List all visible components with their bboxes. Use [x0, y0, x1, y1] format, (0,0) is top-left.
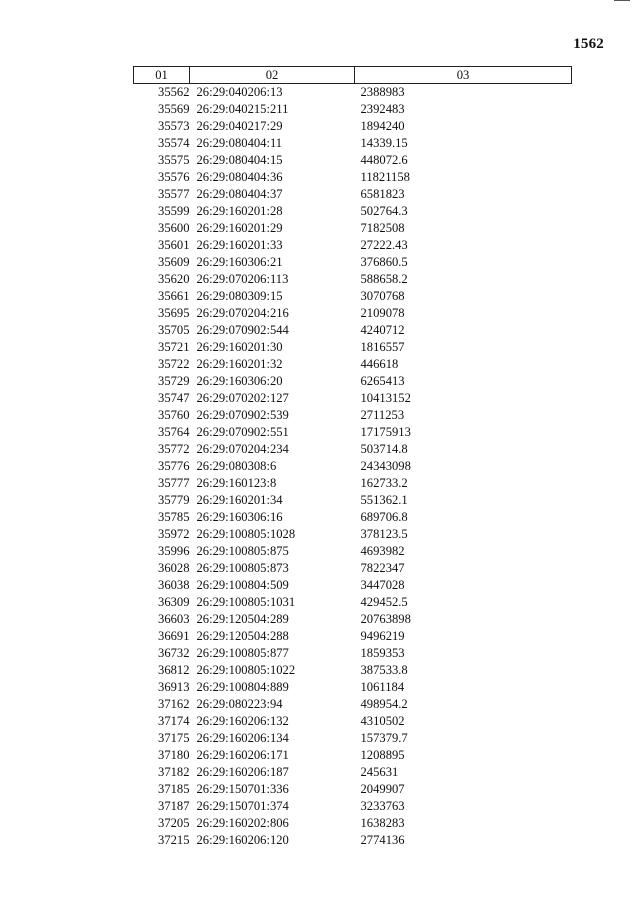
cell-cadastral-code: 26:29:100805:875 [196, 544, 289, 558]
table-row [134, 713, 572, 730]
cell-cadastral-code: 26:29:160201:28 [196, 204, 283, 218]
cell-number: 35577 [158, 187, 190, 201]
table-row [134, 645, 572, 662]
cell-number: 37174 [158, 714, 190, 728]
cell-cadastral-code: 26:29:160306:16 [196, 510, 283, 524]
cell-cadastral-code: 26:29:080223:94 [196, 697, 283, 711]
cell-value: 2392483 [360, 102, 405, 116]
column-header-02: 02 [190, 67, 355, 84]
table-row [134, 237, 572, 254]
cell-cadastral-code: 26:29:100805:1022 [196, 663, 296, 677]
cell-cadastral-code: 26:29:040215:211 [196, 102, 289, 116]
cell-number: 37187 [158, 799, 190, 813]
cell-number: 36603 [158, 612, 190, 626]
cell-value: 6265413 [360, 374, 405, 388]
cell-number: 35722 [158, 357, 190, 371]
cell-value: 448072.6 [360, 153, 408, 167]
cell-number: 37175 [158, 731, 190, 745]
corner-mark [614, 0, 630, 1]
cell-value: 162733.2 [360, 476, 408, 490]
cell-value: 2109078 [360, 306, 405, 320]
table-row [134, 118, 572, 135]
column-header-01: 01 [134, 67, 190, 84]
cell-cadastral-code: 26:29:160206:134 [196, 731, 289, 745]
table-row [134, 492, 572, 509]
cell-number: 35609 [158, 255, 190, 269]
cell-number: 36691 [158, 629, 190, 643]
cell-value: 1894240 [360, 119, 405, 133]
cell-number: 36309 [158, 595, 190, 609]
table-row [134, 696, 572, 713]
cell-value: 2711253 [360, 408, 405, 422]
cell-value: 502764.3 [360, 204, 408, 218]
cell-cadastral-code: 26:29:120504:288 [196, 629, 289, 643]
cell-cadastral-code: 26:29:100805:873 [196, 561, 289, 575]
table-row [134, 135, 572, 152]
cell-value: 446618 [360, 357, 399, 371]
data-table [133, 66, 572, 849]
table-row [134, 356, 572, 373]
table-row [134, 288, 572, 305]
cell-number: 35776 [158, 459, 190, 473]
cell-cadastral-code: 26:29:080308:6 [196, 459, 277, 473]
table-row [134, 509, 572, 526]
cell-cadastral-code: 26:29:070202:127 [196, 391, 289, 405]
cell-number: 35785 [158, 510, 190, 524]
cell-number: 37182 [158, 765, 190, 779]
cell-value: 1859353 [360, 646, 405, 660]
table-row [134, 339, 572, 356]
cell-cadastral-code: 26:29:160201:33 [196, 238, 283, 252]
cell-value: 11821158 [360, 170, 410, 184]
table-row [134, 390, 572, 407]
cell-number: 35573 [158, 119, 190, 133]
cell-number: 37162 [158, 697, 190, 711]
cell-value: 7822347 [360, 561, 405, 575]
table-row [134, 815, 572, 832]
cell-cadastral-code: 26:29:100805:1031 [196, 595, 296, 609]
cell-cadastral-code: 26:29:160201:34 [196, 493, 283, 507]
cell-number: 35764 [158, 425, 190, 439]
cell-value: 10413152 [360, 391, 411, 405]
cell-number: 35721 [158, 340, 190, 354]
cell-number: 35772 [158, 442, 190, 456]
cell-number: 36038 [158, 578, 190, 592]
cell-number: 35575 [158, 153, 190, 167]
cell-cadastral-code: 26:29:160202:806 [196, 816, 289, 830]
cell-cadastral-code: 26:29:160206:132 [196, 714, 289, 728]
cell-number: 35779 [158, 493, 190, 507]
cell-value: 3070768 [360, 289, 405, 303]
cell-value: 9496219 [360, 629, 405, 643]
cell-number: 35695 [158, 306, 190, 320]
header-row [134, 67, 572, 84]
cell-value: 689706.8 [360, 510, 408, 524]
table-row [134, 186, 572, 203]
cell-value: 2388983 [360, 85, 405, 99]
cell-number: 35620 [158, 272, 190, 286]
cell-value: 376860.5 [360, 255, 408, 269]
table-row [134, 424, 572, 441]
cell-cadastral-code: 26:29:160201:32 [196, 357, 283, 371]
table-row [134, 322, 572, 339]
cell-cadastral-code: 26:29:160123:8 [196, 476, 277, 490]
cell-cadastral-code: 26:29:160201:30 [196, 340, 283, 354]
cell-number: 35601 [158, 238, 190, 252]
cell-value: 17175913 [360, 425, 411, 439]
cell-number: 36732 [158, 646, 190, 660]
cell-value: 1816557 [360, 340, 405, 354]
cell-cadastral-code: 26:29:160206:171 [196, 748, 289, 762]
table-row [134, 305, 572, 322]
cell-cadastral-code: 26:29:150701:374 [196, 799, 289, 813]
cell-number: 37205 [158, 816, 190, 830]
cell-value: 378123.5 [360, 527, 408, 541]
table-row [134, 679, 572, 696]
cell-cadastral-code: 26:29:040206:13 [196, 85, 283, 99]
cell-number: 36812 [158, 663, 190, 677]
table-row [134, 543, 572, 560]
table-row [134, 169, 572, 186]
cell-cadastral-code: 26:29:070902:551 [196, 425, 289, 439]
cell-number: 35562 [158, 85, 190, 99]
table-row [134, 458, 572, 475]
table-row [134, 611, 572, 628]
cell-cadastral-code: 26:29:070206:113 [196, 272, 289, 286]
cell-value: 1638283 [360, 816, 405, 830]
cell-value: 387533.8 [360, 663, 408, 677]
cell-value: 588658.2 [360, 272, 408, 286]
cell-value: 503714.8 [360, 442, 408, 456]
table-row [134, 577, 572, 594]
cell-value: 6581823 [360, 187, 405, 201]
data-table-container [133, 66, 571, 849]
cell-number: 35760 [158, 408, 190, 422]
table-row [134, 526, 572, 543]
cell-cadastral-code: 26:29:100805:877 [196, 646, 289, 660]
cell-number: 35747 [158, 391, 190, 405]
cell-cadastral-code: 26:29:070902:539 [196, 408, 289, 422]
cell-value: 4240712 [360, 323, 405, 337]
cell-value: 3233763 [360, 799, 405, 813]
table-row [134, 747, 572, 764]
table-row [134, 254, 572, 271]
cell-number: 36028 [158, 561, 190, 575]
cell-cadastral-code: 26:29:080309:15 [196, 289, 283, 303]
table-row [134, 594, 572, 611]
cell-value: 429452.5 [360, 595, 408, 609]
table-row [134, 832, 572, 849]
table-row [134, 101, 572, 118]
cell-value: 2774136 [360, 833, 405, 847]
table-row [134, 781, 572, 798]
cell-number: 35600 [158, 221, 190, 235]
table-row [134, 560, 572, 577]
cell-value: 4693982 [360, 544, 405, 558]
cell-value: 27222.43 [360, 238, 408, 252]
cell-number: 35569 [158, 102, 190, 116]
cell-cadastral-code: 26:29:080404:11 [196, 136, 283, 150]
cell-cadastral-code: 26:29:160306:20 [196, 374, 283, 388]
cell-value: 20763898 [360, 612, 411, 626]
cell-number: 35599 [158, 204, 190, 218]
cell-value: 7182508 [360, 221, 405, 235]
cell-cadastral-code: 26:29:100804:889 [196, 680, 289, 694]
cell-number: 37180 [158, 748, 190, 762]
cell-value: 245631 [360, 765, 399, 779]
table-row [134, 764, 572, 781]
table-row [134, 407, 572, 424]
cell-cadastral-code: 26:29:080404:36 [196, 170, 283, 184]
table-row [134, 730, 572, 747]
table-row [134, 152, 572, 169]
table-row [134, 373, 572, 390]
table-row [134, 798, 572, 815]
cell-number: 35574 [158, 136, 190, 150]
cell-cadastral-code: 26:29:100805:1028 [196, 527, 296, 541]
cell-cadastral-code: 26:29:040217:29 [196, 119, 283, 133]
cell-cadastral-code: 26:29:160206:187 [196, 765, 289, 779]
cell-value: 14339.15 [360, 136, 408, 150]
cell-value: 4310502 [360, 714, 405, 728]
cell-value: 1061184 [360, 680, 405, 694]
cell-number: 37185 [158, 782, 190, 796]
cell-number: 35777 [158, 476, 190, 490]
table-row [134, 203, 572, 220]
cell-number: 35996 [158, 544, 190, 558]
cell-number: 37215 [158, 833, 190, 847]
table-body [134, 84, 572, 850]
cell-number: 35661 [158, 289, 190, 303]
table-header [134, 67, 572, 84]
page-number: 1562 [573, 36, 604, 52]
table-row [134, 271, 572, 288]
cell-cadastral-code: 26:29:070204:234 [196, 442, 289, 456]
cell-cadastral-code: 26:29:120504:289 [196, 612, 289, 626]
cell-number: 35705 [158, 323, 190, 337]
cell-value: 551362.1 [360, 493, 408, 507]
table-row [134, 475, 572, 492]
cell-value: 2049907 [360, 782, 405, 796]
cell-cadastral-code: 26:29:080404:37 [196, 187, 283, 201]
cell-number: 35576 [158, 170, 190, 184]
cell-number: 36913 [158, 680, 190, 694]
cell-cadastral-code: 26:29:160201:29 [196, 221, 283, 235]
cell-cadastral-code: 26:29:150701:336 [196, 782, 289, 796]
cell-cadastral-code: 26:29:160206:120 [196, 833, 289, 847]
table-row [134, 220, 572, 237]
cell-cadastral-code: 26:29:070902:544 [196, 323, 289, 337]
cell-cadastral-code: 26:29:070204:216 [196, 306, 289, 320]
table-row [134, 628, 572, 645]
cell-value: 498954.2 [360, 697, 408, 711]
cell-cadastral-code: 26:29:160306:21 [196, 255, 283, 269]
cell-value: 24343098 [360, 459, 411, 473]
cell-number: 35729 [158, 374, 190, 388]
cell-cadastral-code: 26:29:080404:15 [196, 153, 283, 167]
cell-value: 157379.7 [360, 731, 408, 745]
cell-value: 1208895 [360, 748, 405, 762]
cell-value: 3447028 [360, 578, 405, 592]
table-row [134, 441, 572, 458]
table-row [134, 84, 572, 102]
column-header-03: 03 [355, 67, 572, 84]
cell-cadastral-code: 26:29:100804:509 [196, 578, 289, 592]
cell-number: 35972 [158, 527, 190, 541]
table-row [134, 662, 572, 679]
